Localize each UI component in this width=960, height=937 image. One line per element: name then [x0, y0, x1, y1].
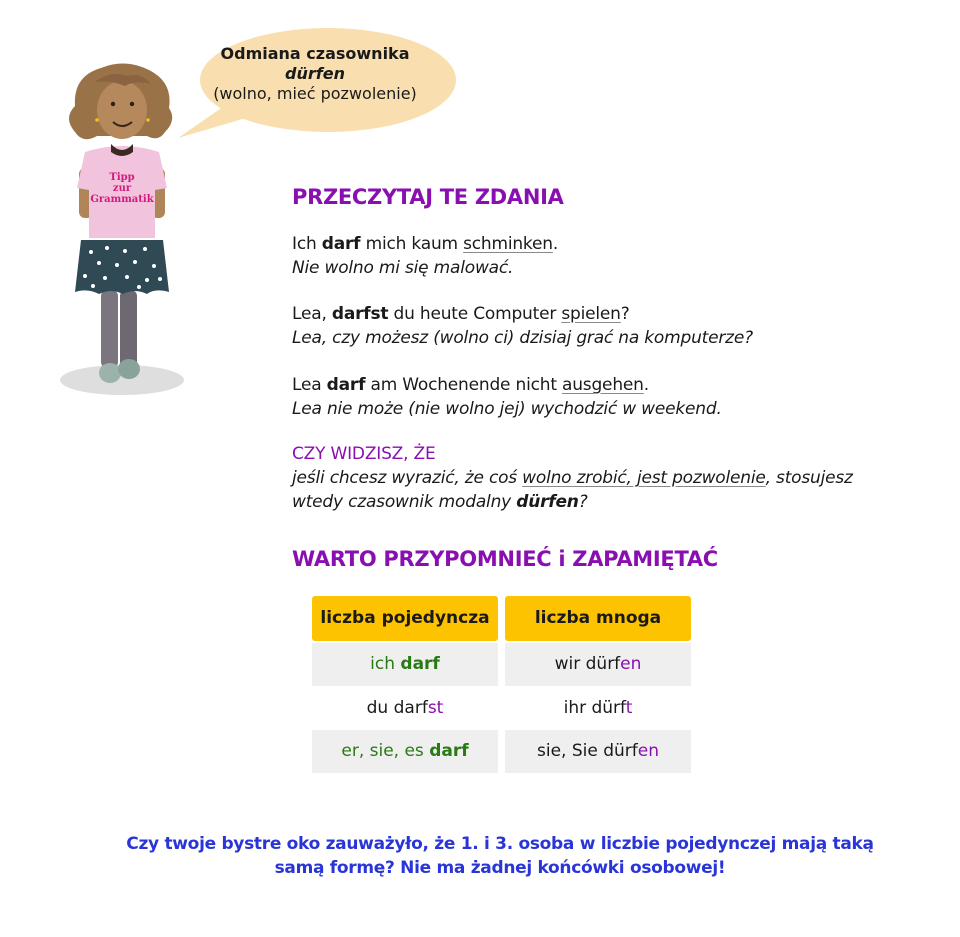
german-sentence	[292, 373, 722, 397]
section-heading-read: PRZECZYTAJ TE ZDANIA	[292, 185, 564, 209]
svg-text:Tipp: Tipp	[109, 172, 135, 183]
infinitive: schminken	[463, 234, 553, 254]
header-singular: liczba pojedyncza	[312, 596, 498, 641]
verb-stem: dürf	[591, 698, 626, 718]
sentence-text: Lea,	[292, 304, 332, 324]
conjugation-cell-er-sie-es	[312, 730, 498, 773]
verb-ending: st	[427, 698, 444, 718]
conjugation-cell-sie-Sie	[505, 730, 691, 773]
verb-stem: darf	[429, 741, 469, 761]
verb-form: darf	[321, 234, 361, 254]
svg-text:zur: zur	[112, 183, 132, 194]
sentence-text: Ich	[292, 234, 322, 254]
speech-bubble	[150, 22, 470, 140]
verb-ending: en	[620, 654, 642, 674]
conjugation-cell-ihr	[505, 687, 691, 730]
example-sentence-1	[292, 232, 558, 280]
header-plural: liczba mnoga	[505, 596, 691, 641]
verb-ending: en	[637, 741, 659, 761]
section-heading-remember: WARTO PRZYPOMNIEĆ i ZAPAMIĘTAĆ	[292, 547, 718, 571]
pronoun: ihr	[563, 698, 592, 718]
lesson-content	[292, 185, 892, 571]
verb-form: darf	[326, 375, 366, 395]
verb-stem: dürf	[603, 741, 638, 761]
conjugation-cell-du	[312, 687, 498, 730]
verb-stem: darf	[393, 698, 428, 718]
notice-text-part: jeśli chcesz wyrazić, że coś	[292, 468, 523, 488]
polish-translation: Nie wolno mi się malować.	[292, 258, 514, 278]
note-line-2: samą formę? Nie ma żadnej końcówki osobowej!	[274, 858, 726, 878]
sentence-text: am Wochenende nicht	[365, 375, 563, 395]
punctuation: ?	[620, 304, 630, 324]
notice-highlight: wolno zrobić, jest pozwolenie	[522, 468, 766, 488]
verb-stem: dürf	[585, 654, 621, 674]
bubble-title: Odmiana czasownika	[220, 44, 410, 63]
sentence-text: mich kaum	[360, 234, 464, 254]
verb-ending: t	[625, 698, 633, 718]
pronoun: sie, Sie	[536, 741, 604, 761]
notice-label: CZY WIDZISZ, ŻE	[292, 444, 436, 464]
infinitive: spielen	[561, 304, 621, 324]
pronoun: ich	[370, 654, 401, 674]
note-line-1: Czy twoje bystre oko zauważyło, że 1. i 3. osoba w liczbie pojedynczej mają taką	[126, 834, 874, 854]
conjugation-cell-wir	[505, 643, 691, 686]
example-sentence-3	[292, 373, 722, 421]
notice-block	[292, 442, 892, 514]
german-sentence	[292, 302, 753, 326]
sentence-text: du heute Computer	[388, 304, 562, 324]
german-sentence	[292, 232, 558, 256]
bubble-verb: dürfen	[285, 64, 345, 83]
bubble-meaning: (wolno, mieć pozwolenie)	[213, 84, 417, 103]
polish-translation: Lea nie może (nie wolno jej) wychodzić w weekend.	[292, 399, 722, 419]
sentence-text: Lea	[292, 375, 327, 395]
verb-stem: darf	[400, 654, 440, 674]
svg-text:Grammatik: Grammatik	[90, 194, 154, 205]
pronoun: er, sie, es	[341, 741, 430, 761]
polish-translation: Lea, czy możesz (wolno ci) dzisiaj grać na komputerze?	[292, 328, 753, 348]
verb-form: darfst	[331, 304, 389, 324]
example-sentence-2	[292, 302, 753, 350]
punctuation: .	[643, 375, 649, 395]
punctuation: ?	[578, 492, 588, 512]
notice-text	[292, 468, 853, 512]
notice-text-part: , stosujesz wtedy czasownik modalny	[292, 468, 853, 512]
infinitive: ausgehen	[562, 375, 644, 395]
notice-verb: dürfen	[516, 492, 579, 512]
conjugation-cell-ich	[312, 643, 498, 686]
observation-note	[100, 832, 900, 880]
pronoun: wir	[554, 654, 586, 674]
punctuation: .	[552, 234, 559, 254]
pronoun: du	[366, 698, 394, 718]
